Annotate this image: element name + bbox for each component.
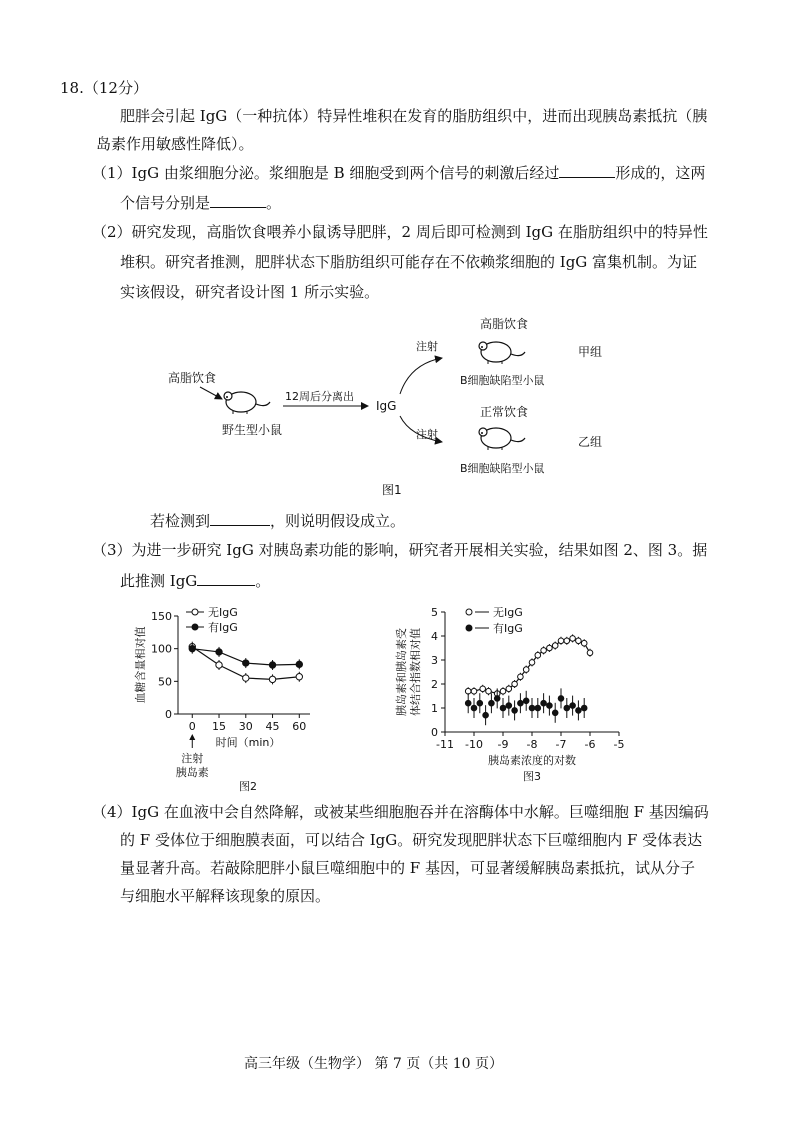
- q1-text-c: 个信号分别是: [120, 194, 211, 212]
- q1-line-2: [120, 192, 281, 213]
- fig2-legend-label: 无IgG: [208, 606, 238, 619]
- fig3-point: [581, 705, 587, 711]
- fig2-point: [269, 662, 275, 668]
- q1-blank-2[interactable]: [210, 192, 266, 208]
- fig3-x-tick-label: -5: [613, 738, 625, 751]
- fig3-point: [512, 708, 518, 714]
- fig2-x-tick-label: 30: [238, 720, 253, 733]
- fig3-legend-label: 有IgG: [493, 622, 523, 635]
- fig3-point: [552, 643, 558, 649]
- fig3-point: [494, 696, 500, 702]
- question-number: 18.: [60, 79, 84, 97]
- fig3-point: [535, 705, 541, 711]
- fig3-point: [581, 640, 587, 646]
- q2-text-a: 若检测到: [150, 512, 211, 530]
- fig3-point: [570, 636, 576, 642]
- fig3-point: [489, 700, 495, 706]
- fig1-top-mouse: B细胞缺陷型小鼠: [460, 374, 545, 387]
- fig2-x-label: 时间（min）: [215, 736, 281, 749]
- fig2-point: [216, 649, 222, 655]
- fig3-legend-marker: [466, 609, 472, 615]
- fig1-wildtype-mouse: [224, 392, 270, 414]
- fig2-legend-marker: [192, 624, 198, 630]
- fig2-x-tick-label: 0: [188, 720, 196, 733]
- fig1-bottom-mouse-icon: [479, 428, 525, 450]
- fig1-left-diet: 高脂饮食: [168, 371, 217, 385]
- fig1-bottom-mouse: B细胞缺陷型小鼠: [460, 462, 545, 475]
- fig2-legend-label: 有IgG: [208, 621, 238, 634]
- fig3-point: [576, 708, 582, 714]
- fig3-point: [535, 652, 541, 658]
- fig2-legend-marker: [192, 609, 198, 615]
- fig2-point: [243, 675, 249, 681]
- fig3-point: [564, 638, 570, 644]
- fig3-point: [471, 688, 477, 694]
- fig3-point: [512, 681, 518, 687]
- question-points: （12分）: [83, 79, 148, 97]
- fig3-point: [471, 705, 477, 711]
- q3-line-1: （3）为进一步研究 IgG 对胰岛素功能的影响，研究者开展相关实验，结果如图 2、图 3。据: [92, 541, 708, 559]
- q3-text-a: 此推测 IgG: [120, 572, 198, 590]
- fig2-point: [296, 674, 302, 680]
- q2-line-2: 堆积。研究者推测，肥胖状态下脂肪组织可能存在不依赖浆细胞的 IgG 富集机制。为证: [120, 253, 698, 271]
- intro-line-2: 岛素作用敏感性降低）。: [96, 135, 254, 153]
- fig3-point: [523, 698, 529, 704]
- fig3-x-tick-label: -10: [465, 738, 483, 751]
- fig2-point: [189, 645, 195, 651]
- q2-line-1: （2）研究发现，高脂饮食喂养小鼠诱导肥胖，2 周后即可检测到 IgG 在脂肪组织中的特异性: [92, 223, 708, 241]
- fig1-arrow-label: 12周后分离出: [285, 390, 354, 403]
- fig3-point: [541, 700, 547, 706]
- fig2-y-tick-label: 50: [158, 675, 172, 689]
- fig2-point: [216, 662, 222, 668]
- q1-text-d: 。: [266, 194, 282, 212]
- fig3-x-tick-label: -6: [584, 738, 596, 751]
- fig3-point: [500, 705, 506, 711]
- fig1-caption: 图1: [382, 483, 402, 497]
- fig2-point: [269, 676, 275, 682]
- q4-line-1: （4）IgG 在血液中会自然降解，或被某些细胞胞吞并在溶酶体中水解。巨噬细胞 F 基因编码: [92, 803, 709, 821]
- fig2-annotation-line2: 胰岛素: [175, 766, 209, 779]
- q4-line-2: 的 F 受体位于细胞膜表面，可以结合 IgG。研究发现肥胖状态下巨噬细胞内 F 受体表达: [120, 831, 703, 849]
- fig3-point: [506, 703, 512, 709]
- fig3-point: [477, 700, 483, 706]
- question-header: [60, 78, 148, 98]
- q3-text-b: 。: [255, 572, 271, 590]
- q2-blank[interactable]: [210, 510, 270, 526]
- q4-line-4: 与细胞水平解释该现象的原因。: [120, 887, 331, 905]
- fig3-fit-curve: [468, 638, 590, 693]
- q2-line-3: 实该假设，研究者设计图 1 所示实验。: [120, 283, 380, 301]
- fig3-y-tick-label: 4: [431, 630, 438, 643]
- fig3-point: [486, 688, 492, 694]
- fig3-point: [558, 638, 564, 644]
- fig3-point: [465, 688, 471, 694]
- fig2-y-tick-label: 150: [151, 610, 172, 623]
- fig1-group-a: 甲组: [578, 345, 603, 359]
- fig1-top-diet: 高脂饮食: [480, 317, 529, 331]
- fig3-x-tick-label: -9: [497, 738, 509, 751]
- fig3-point: [547, 703, 553, 709]
- fig3-x-tick-label: -7: [555, 738, 567, 751]
- fig3-point: [570, 703, 576, 709]
- fig2-point: [296, 661, 302, 667]
- fig2-y-label: 血糖含量相对值: [134, 626, 147, 704]
- fig3-title: 图3: [523, 770, 541, 783]
- fig2-point: [243, 660, 249, 666]
- fig3-point: [465, 700, 471, 706]
- fig3-point: [506, 686, 512, 692]
- fig3-point: [483, 712, 489, 718]
- fig3-point: [529, 660, 535, 666]
- fig3-y-label-line1: 胰岛素和胰岛素受: [395, 628, 408, 716]
- fig2-y-tick-label: 0: [165, 708, 172, 721]
- fig3-y-label-line2: 体结合指数相对值: [409, 628, 422, 716]
- figure-2-chart: [130, 602, 330, 792]
- fig3-point: [587, 650, 593, 656]
- fig1-inject-bottom: 注射: [416, 428, 438, 441]
- fig3-point: [500, 688, 506, 694]
- q1-text-a: （1）IgG 由浆细胞分泌。浆细胞是 B 细胞受到两个信号的刺激后经过: [92, 164, 560, 182]
- intro-line-1: 肥胖会引起 IgG（一种抗体）特异性堆积在发育的脂肪组织中，进而出现胰岛素抵抗（胰: [120, 107, 708, 125]
- fig3-x-label: 胰岛素浓度的对数: [488, 754, 576, 767]
- fig1-inject-top: 注射: [416, 340, 438, 353]
- q2-text-b: ，则说明假设成立。: [270, 512, 406, 530]
- fig2-annotation-line1: 注射: [181, 752, 204, 765]
- figure-1: [150, 312, 620, 502]
- fig2-title: 图2: [239, 780, 257, 792]
- fig3-legend-label: 无IgG: [493, 606, 523, 619]
- fig1-left-mouse: 野生型小鼠: [222, 423, 283, 437]
- fig3-y-tick-label: 3: [431, 654, 438, 667]
- fig3-point: [523, 667, 529, 673]
- fig3-point: [529, 705, 535, 711]
- fig3-point: [576, 638, 582, 644]
- fig3-point: [541, 648, 547, 654]
- fig3-point: [518, 674, 524, 680]
- fig3-point: [558, 696, 564, 702]
- fig2-x-tick-label: 15: [212, 720, 227, 733]
- fig3-x-tick-label: -11: [436, 738, 454, 751]
- fig3-point: [518, 700, 524, 706]
- fig3-y-tick-label: 1: [431, 702, 438, 715]
- fig1-bottom-diet: 正常饮食: [480, 405, 529, 419]
- page-footer: 高三年级（生物学） 第 7 页（共 10 页）: [244, 1056, 503, 1072]
- fig2-x-tick-label: 60: [292, 720, 307, 733]
- fig1-diet-arrow: [200, 387, 222, 399]
- fig1-center: IgG: [376, 399, 397, 413]
- q1-text-b: 形成的，这两: [615, 164, 706, 182]
- q3-blank[interactable]: [197, 570, 255, 586]
- fig1-top-mouse-icon: [479, 342, 525, 364]
- q4-line-3: 量显著升高。若敲除肥胖小鼠巨噬细胞中的 F 基因，可显著缓解胰岛素抵抗，试从分子: [120, 859, 695, 877]
- q1-line-1: [92, 162, 705, 183]
- q2-after-line: [150, 510, 405, 531]
- fig3-x-tick-label: -8: [526, 738, 538, 751]
- fig3-point: [564, 705, 570, 711]
- q3-line-2: [120, 570, 270, 591]
- fig2-y-tick-label: 100: [151, 642, 172, 656]
- fig2-annotation-arrowhead: [189, 734, 195, 740]
- fig1-branch-top: [400, 358, 442, 394]
- fig2-x-tick-label: 45: [265, 720, 280, 733]
- fig3-legend-marker: [466, 625, 472, 631]
- fig3-y-tick-label: 2: [431, 678, 438, 691]
- q1-blank-1[interactable]: [559, 162, 615, 178]
- figure-3-chart: [395, 600, 635, 792]
- fig3-point: [480, 686, 486, 692]
- fig1-group-b: 乙组: [578, 435, 603, 449]
- fig3-point: [552, 710, 558, 716]
- fig3-y-tick-label: 5: [431, 606, 438, 619]
- fig3-y-tick-label: 0: [431, 726, 438, 739]
- fig3-point: [547, 645, 553, 651]
